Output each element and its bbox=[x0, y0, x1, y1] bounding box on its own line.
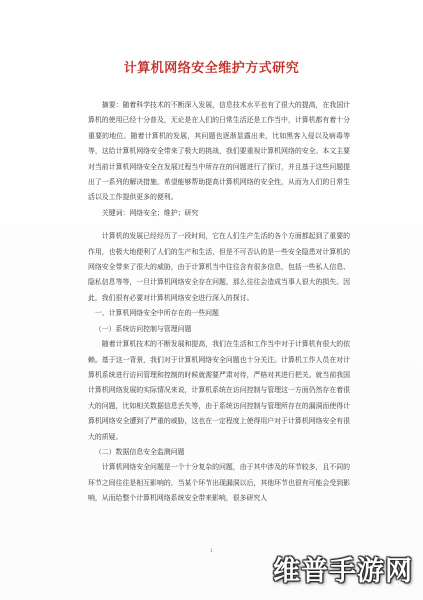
section-heading-1: 一、计算机网络安全中所存在的一些问题 bbox=[94, 309, 219, 318]
subsection-heading-1: （一）系统访问控制与管理问题 bbox=[94, 324, 192, 333]
abstract-paragraph: 摘要：随着科学技术的不断深入发展，信息技术水平也有了很大的提高，在我国计算机的使用已经十分普及，无论是在人们的日常生活还是工作当中，计算机都有着十分重要的地位。随着计算机的发展，其问题也逐渐显露出来，比如黑客入侵以及病毒等等，这给计算机网络安全带来了极大的挑战，我们要重视计算机网络的安全。本文主要对当前计算机网络安全在发展过程当中所存在的问题进行了探讨，并且基于这些问题提出了一系列的解决措施，希望能够帮助提高计算机网络的安全性，从而为人们的日常生活以及工作提供更多的便利。 bbox=[88, 101, 350, 202]
intro-paragraph: 计算机的发展已经经历了一段时间，它在人们生产生活的各个方面都起到了重要的作用，也极大地便利了人们的生产和生活，但是不可否认的是一些安全隐患对计算机的网络安全带来了很大的威胁，由于计算机当中往往含有很多信息，包括一些私人信息、隐私信息等等，一旦计算机网络安全存在问题，那么往往会造成当事人很大的损失。因此，我们很有必要对计算机网络安全进行深入的探讨。 bbox=[88, 232, 350, 302]
site-watermark: 维普手游网 bbox=[273, 556, 413, 587]
subsection-2-paragraph: 计算机网络安全问题是一个十分复杂的问题，由于其中涉及的环节较多，且不同的环节之间往往是相互影响的，当某个环节出现漏洞以后，其他环节也很有可能会受到影响，从而给整个计算机网络系统安全带来影响，很多研究人 bbox=[88, 463, 350, 503]
keywords-line: 关键词：网络安全；维护；研究 bbox=[101, 208, 199, 217]
subsection-heading-2: （二）数据信息安全监测问题 bbox=[94, 447, 185, 456]
subsection-1-paragraph: 随着计算机技术的不断发展和提高，我们在生活和工作当中对于计算机有很大的依赖。基于这一背景，我们对于计算机网络安全问题也十分关注。计算机工作人员在对计算机系统进行访问管理和控制的时候就需要严肃对待，严格对其进行把关。就当前我国计算机网络发展的实际情况来说，计算机系统在访问控制与管理这一方面仍然存在着很大的问题，比如相关数据信息丢失等，由于系统访问控制与管理所存在的漏洞而使得计算机网络安全遭到了严重的威胁，这也在一定程度上使得用户对于计算机网络安全有很大的质疑。 bbox=[88, 340, 350, 441]
page-number: 1 bbox=[209, 548, 214, 554]
document-title: 计算机网络安全维护方式研究 bbox=[123, 61, 300, 76]
document-body bbox=[88, 98, 350, 507]
